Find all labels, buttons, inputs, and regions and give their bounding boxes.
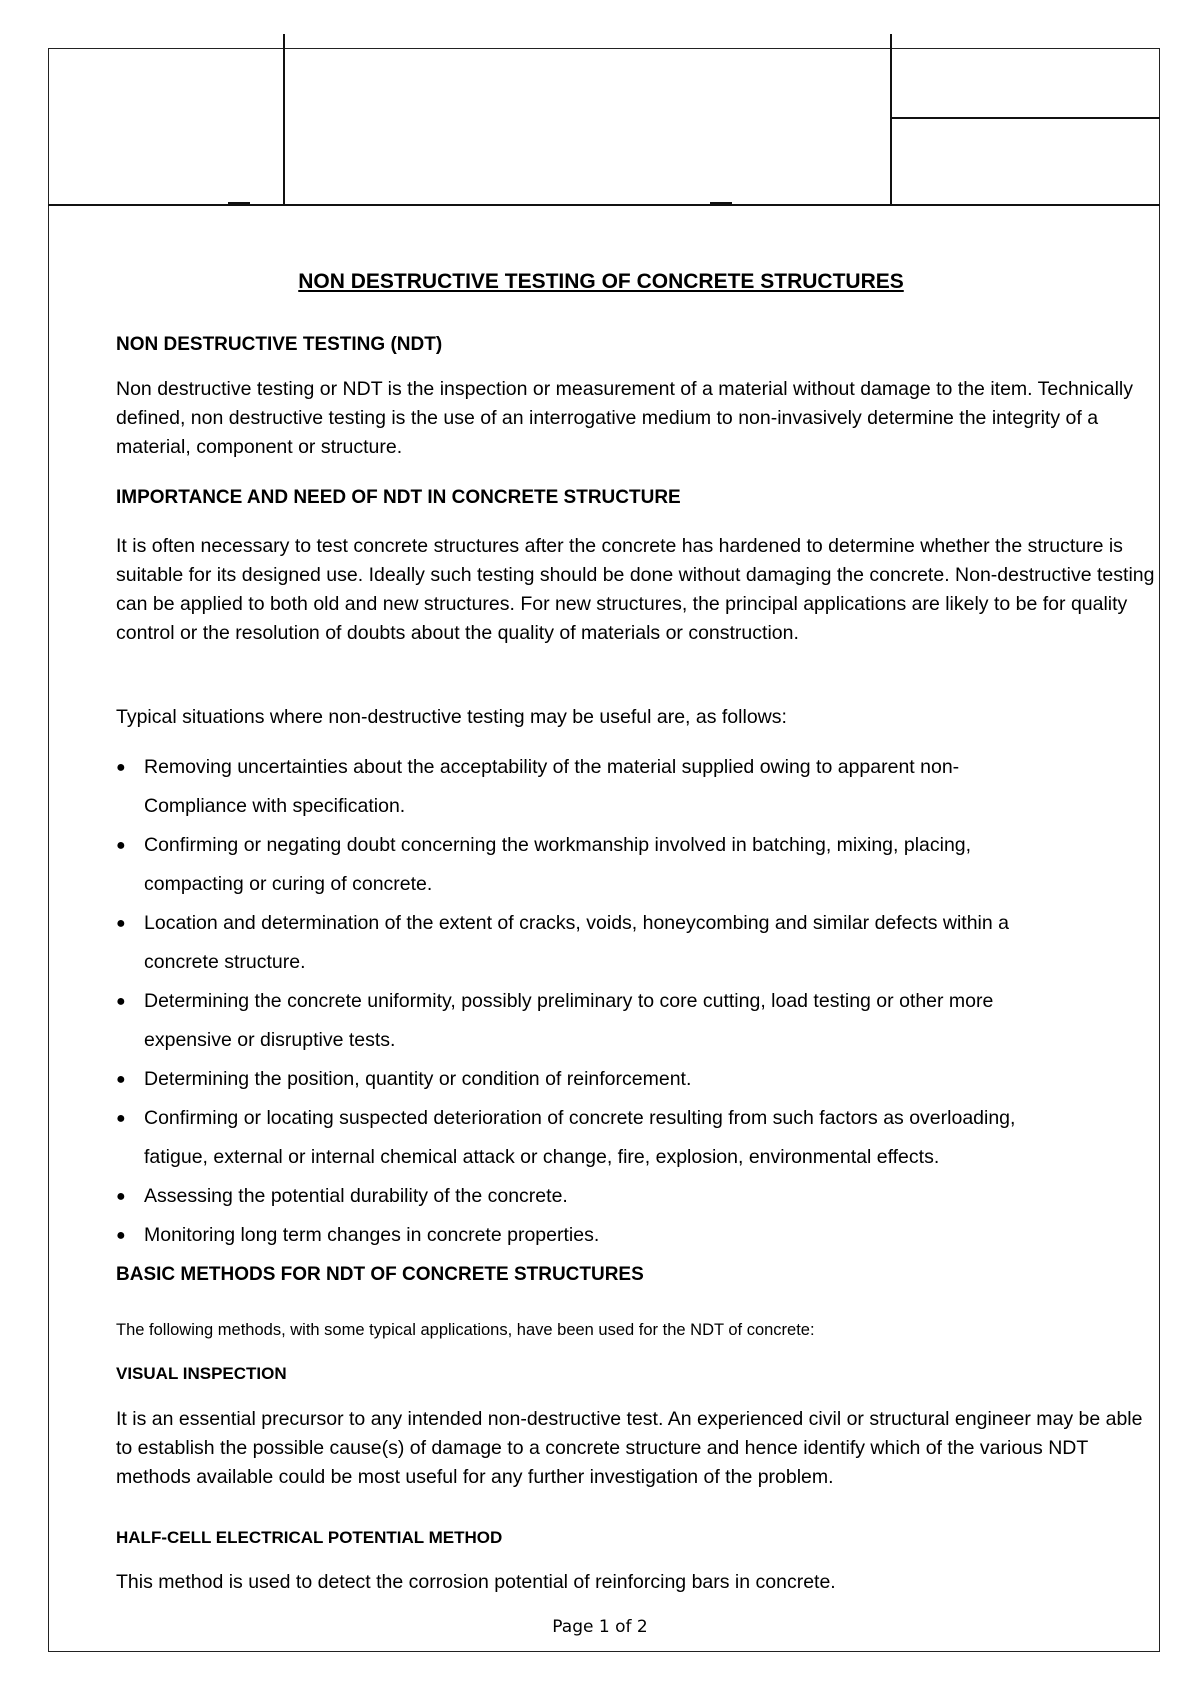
list-item: ● Confirming or locating suspected deterioration of concrete resulting from such factors as overloading, fatigue, external or internal chemical attack or change, fire, explosion, environmental effects. — [116, 1099, 1156, 1177]
paragraph-visual-inspection: It is an essential precursor to any intended non-destructive test. An experienced civil or structural engineer may be able to establish the possible cause(s) of damage to a concrete structure and hence identify which of the various NDT methods available could be most useful for any further investigation of the problem. — [116, 1408, 1143, 1488]
paragraph-importance: It is often necessary to test concrete structures after the concrete has hardened to determine whether the structure is suitable for its designed use. Ideally such testing should be done without damaging the concrete. Non-destructive testing can be applied to both old and new structures. For new structures, the principal applications are likely to be for quality control or the resolution of doubts about the quality of materials or construction. — [116, 535, 1155, 644]
list-item: ● Confirming or negating doubt concerning the workmanship involved in batching, mixing, placing, compacting or curing of concrete. — [116, 826, 1156, 904]
list-item: ● Location and determination of the extent of cracks, voids, honeycombing and similar defects within a concrete structure. — [116, 904, 1156, 982]
header-bottom-rule — [48, 204, 1160, 206]
bullet-icon: ● — [116, 837, 126, 854]
bullet-icon: ● — [116, 915, 126, 932]
list-item: ● Determining the concrete uniformity, possibly preliminary to core cutting, load testing or other more expensive or disruptive tests. — [116, 982, 1156, 1060]
bullet-icon: ● — [116, 1110, 126, 1127]
header-right-cell-rule — [892, 117, 1160, 119]
bullet-icon: ● — [116, 759, 126, 776]
header-tick-mid — [710, 202, 732, 205]
paragraph-half-cell: This method is used to detect the corrosion potential of reinforcing bars in concrete. — [116, 1571, 836, 1593]
paragraph-basic-methods: The following methods, with some typical applications, have been used for the NDT of concrete: — [116, 1321, 815, 1339]
section-heading-ndt: NON DESTRUCTIVE TESTING (NDT) — [116, 334, 443, 355]
section-heading-basic-methods: BASIC METHODS FOR NDT OF CONCRETE STRUCTURES — [116, 1264, 644, 1285]
list-item: ● Assessing the potential durability of the concrete. — [116, 1177, 1156, 1216]
list-item: ● Determining the position, quantity or condition of reinforcement. — [116, 1060, 1156, 1099]
section-heading-visual-inspection: VISUAL INSPECTION — [116, 1364, 287, 1383]
bullet-icon: ● — [116, 993, 126, 1010]
paragraph-typical-situations: Typical situations where non-destructive testing may be useful are, as follows: — [116, 706, 787, 728]
section-heading-half-cell: HALF-CELL ELECTRICAL POTENTIAL METHOD — [116, 1528, 503, 1547]
header-divider-right — [890, 34, 892, 204]
document-title: NON DESTRUCTIVE TESTING OF CONCRETE STRUCTURES — [298, 270, 904, 293]
bullet-icon: ● — [116, 1227, 126, 1244]
page-number: Page 1 of 2 — [552, 1617, 648, 1637]
list-item: ● Monitoring long term changes in concrete properties. — [116, 1216, 1156, 1255]
situations-list — [116, 748, 1156, 1255]
bullet-icon: ● — [116, 1071, 126, 1088]
header-tick-left — [228, 202, 250, 205]
paragraph-ndt-definition: Non destructive testing or NDT is the inspection or measurement of a material without damage to the item. Technically defined, non destructive testing is the use of an interrogative medium to non-invasively determine the integrity of a material, component or structure. — [116, 378, 1134, 458]
section-heading-importance: IMPORTANCE AND NEED OF NDT IN CONCRETE STRUCTURE — [116, 487, 681, 508]
list-item: ● Removing uncertainties about the acceptability of the material supplied owing to apparent non- Compliance with specification. — [116, 748, 1156, 826]
bullet-icon: ● — [116, 1188, 126, 1205]
header-divider-left — [283, 34, 285, 204]
